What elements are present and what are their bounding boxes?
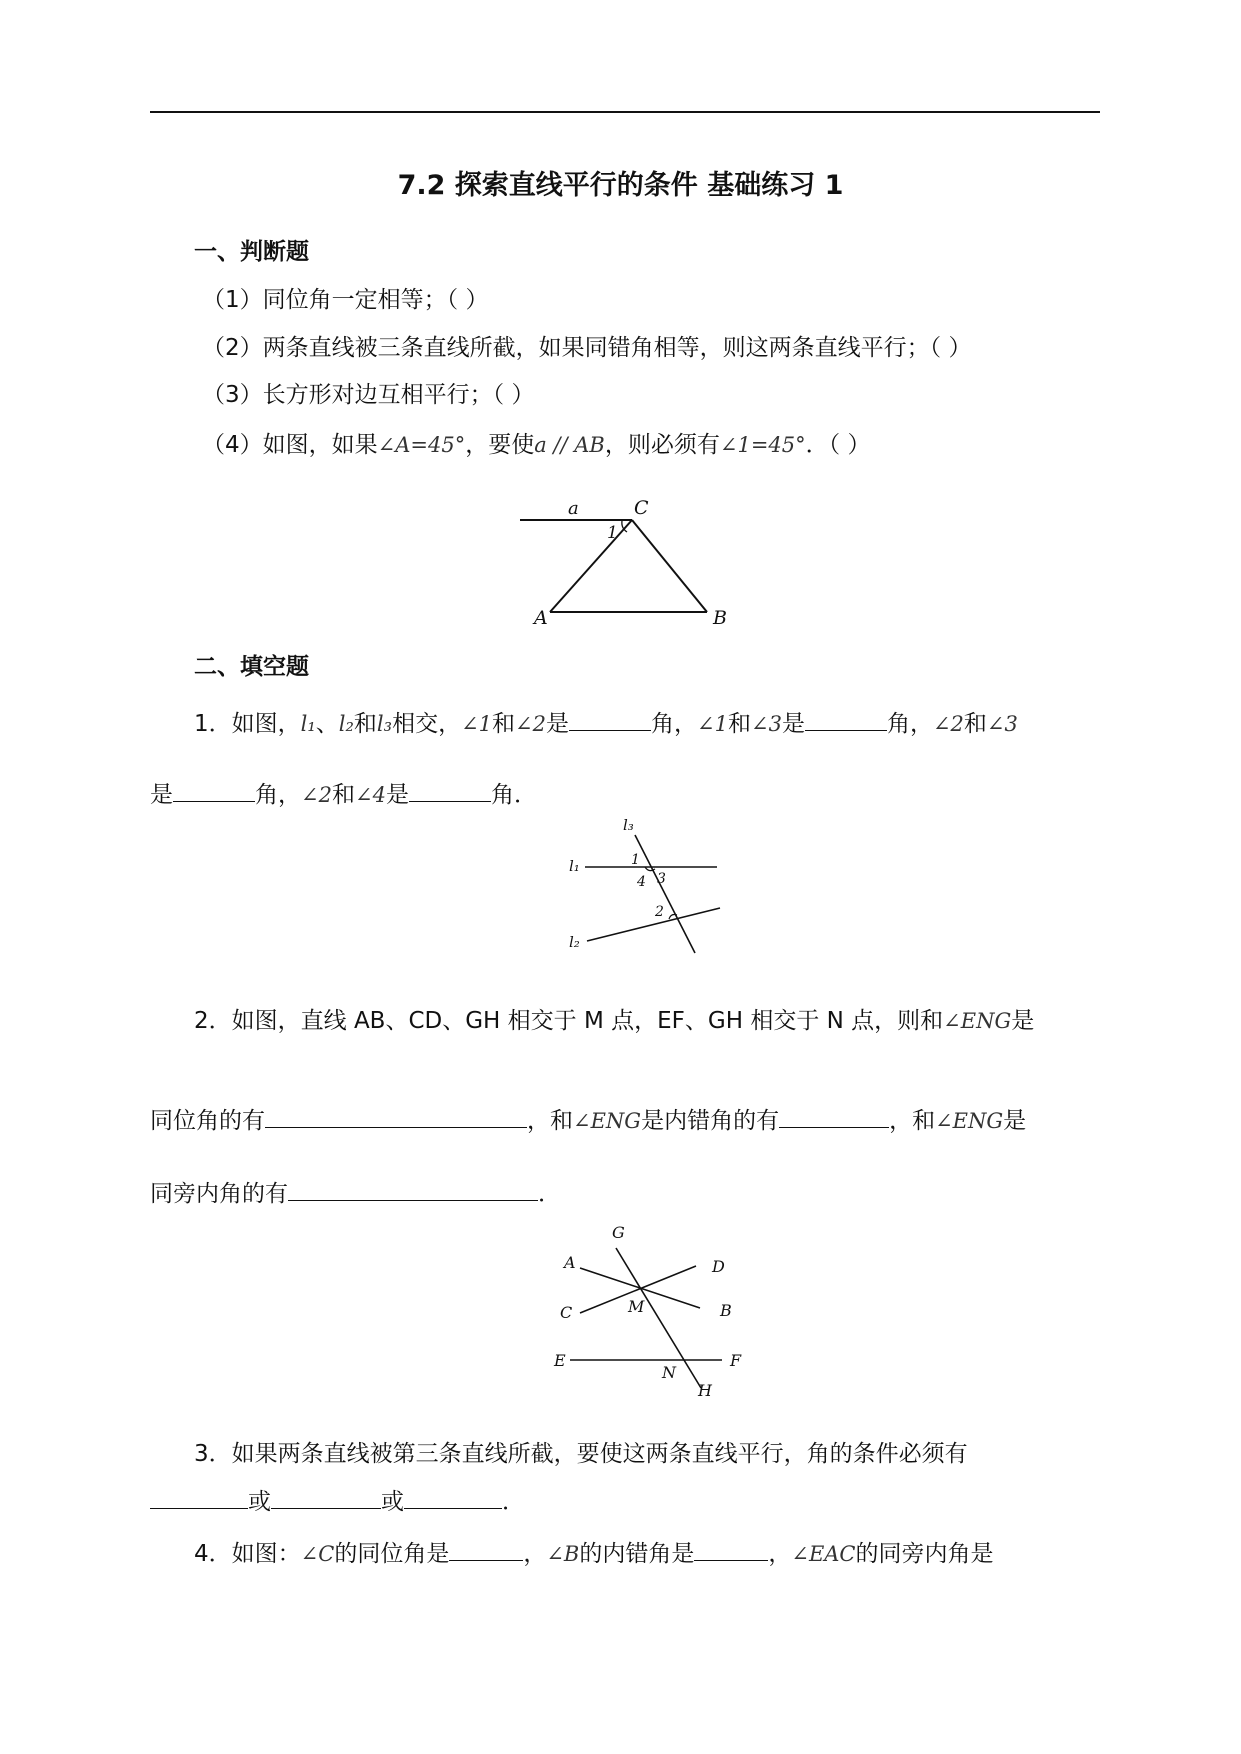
figure-label-n4: 4	[637, 874, 646, 890]
section-heading-fill-blank: 二、填空题	[194, 654, 309, 680]
three-lines-figure	[565, 815, 725, 960]
judgment-question-2: （2）两条直线被三条直线所截，如果同错角相等，则这两条直线平行；（ ）	[202, 335, 972, 361]
figure-label-b: B	[720, 1301, 732, 1320]
fq1-text: 角，	[255, 782, 301, 808]
figure-label-l3: l₃	[623, 816, 634, 834]
fq1-angle: ∠1	[697, 712, 728, 736]
fq2-angle: ∠ENG	[573, 1109, 642, 1133]
figure-label-f: F	[730, 1351, 742, 1370]
fq1-angle: ∠2	[301, 783, 332, 807]
figure-label-c: C	[634, 497, 649, 519]
fill-question-2-line-1	[194, 1002, 1034, 1035]
fq1-text: 是	[150, 782, 173, 808]
figure-label-e: E	[554, 1351, 566, 1370]
answer-blank[interactable]	[150, 1486, 248, 1509]
fq2-text: 同旁内角的有	[150, 1181, 288, 1207]
fq1-text: 相交，	[392, 711, 462, 737]
figure-label-a: A	[564, 1253, 576, 1272]
fq1-angle: ∠2	[515, 712, 546, 736]
answer-blank[interactable]	[779, 1105, 889, 1128]
intersecting-lines-figure	[540, 1220, 760, 1400]
fq2-angle: ∠ENG	[943, 1009, 1012, 1033]
fq1-l3: l₃	[376, 712, 393, 736]
fq4-text: 的同旁内角是	[855, 1541, 994, 1567]
fq4-angle: ∠EAC	[791, 1542, 856, 1566]
answer-blank[interactable]	[569, 708, 651, 731]
triangle-figure	[510, 490, 750, 630]
fq4-angle: ∠C	[300, 1542, 335, 1566]
answer-blank[interactable]	[404, 1486, 502, 1509]
figure-label-a-point: A	[534, 607, 548, 629]
fq3-text: 或	[248, 1489, 271, 1515]
figure-label-h: H	[698, 1381, 712, 1400]
fq1-text: 是	[781, 711, 805, 737]
fq4-angle: ∠B	[546, 1542, 580, 1566]
section-heading-judgment: 一、判断题	[194, 239, 309, 265]
fq1-angle: ∠1	[461, 712, 493, 736]
fq4-text: ，	[768, 1541, 792, 1567]
fq2-text: 是	[1003, 1108, 1027, 1134]
answer-blank[interactable]	[288, 1178, 538, 1201]
figure-label-l2: l₂	[569, 933, 580, 951]
fq3-text: ．	[502, 1489, 525, 1515]
q4-math-angle-1: ∠1=45°	[719, 433, 806, 457]
fq2-text: 是内错角的有	[641, 1108, 780, 1134]
fq1-text: 和	[963, 711, 987, 737]
fq1-angle: ∠3	[750, 712, 782, 736]
q4-text-1: （4）如图，如果	[202, 432, 378, 458]
fill-question-1-line-1	[194, 705, 1018, 738]
fq1-text: 角，	[886, 711, 933, 737]
fq1-text: 和	[353, 711, 377, 737]
answer-blank[interactable]	[409, 779, 491, 802]
figure-label-b-point: B	[713, 607, 727, 629]
fq2-text: ，和	[889, 1108, 936, 1134]
answer-blank[interactable]	[449, 1538, 523, 1561]
figure-label-angle-1: 1	[607, 523, 618, 543]
fq2-text: ．	[538, 1181, 561, 1207]
fq1-text: 1．如图，	[194, 711, 301, 737]
fq1-text: 和	[492, 711, 516, 737]
q4-text-4: ．（ ）	[805, 432, 871, 458]
judgment-question-4	[202, 426, 870, 459]
fq1-text: 、	[315, 711, 339, 737]
fq1-angle: ∠4	[354, 783, 386, 807]
fq2-text: ，和	[527, 1108, 573, 1134]
fq1-text: 是	[546, 711, 569, 737]
fq1-l1: l₁	[300, 712, 316, 736]
figure-label-n: N	[662, 1363, 676, 1382]
fq4-text: 的内错角是	[579, 1541, 695, 1567]
judgment-question-3: （3）长方形对边互相平行；（ ）	[202, 382, 535, 408]
fq1-angle: ∠3	[986, 712, 1018, 736]
fq4-text: 的同位角是	[334, 1541, 450, 1567]
figure-label-c: C	[560, 1303, 573, 1322]
figure-label-a: a	[568, 498, 579, 519]
figure-label-n2: 2	[655, 904, 664, 920]
fill-question-2-line-3	[150, 1175, 561, 1208]
q4-text-2: ，要使	[465, 432, 535, 458]
q4-math-angle-a: ∠A=45°	[377, 433, 466, 457]
fq2-angle: ∠ENG	[935, 1109, 1004, 1133]
figure-label-m: M	[628, 1297, 645, 1316]
fq2-text: 同位角的有	[150, 1108, 265, 1134]
q4-math-parallel: a // AB	[534, 433, 605, 457]
fq2-text: 2．如图，直线 AB、CD、GH 相交于 M 点，EF、GH 相交于 N 点，则和	[194, 1008, 944, 1034]
fq4-text: ，	[523, 1541, 547, 1567]
figure-label-g: G	[612, 1223, 625, 1242]
answer-blank[interactable]	[173, 779, 255, 802]
fq4-text: 4．如图：	[194, 1541, 301, 1567]
fill-question-3-line-2	[150, 1483, 525, 1516]
fq1-angle: ∠2	[932, 712, 964, 736]
fq1-text: 和	[331, 782, 355, 808]
figure-label-n3: 3	[657, 871, 666, 887]
answer-blank[interactable]	[265, 1105, 527, 1128]
fq3-text: 或	[381, 1489, 404, 1515]
fill-question-1-line-2	[150, 776, 537, 809]
fq1-text: 角．	[490, 782, 537, 808]
fq1-l2: l₂	[338, 712, 354, 736]
answer-blank[interactable]	[271, 1486, 381, 1509]
fq1-text: 是	[385, 782, 409, 808]
answer-blank[interactable]	[694, 1538, 768, 1561]
figure-label-l1: l₁	[569, 857, 580, 875]
fill-question-3-line-1: 3．如果两条直线被第三条直线所截，要使这两条直线平行，角的条件必须有	[194, 1441, 968, 1467]
judgment-question-1: （1）同位角一定相等；（ ）	[202, 287, 489, 313]
fill-question-4	[194, 1535, 994, 1568]
fill-question-2-line-2	[150, 1102, 1026, 1135]
page-title: 7.2 探索直线平行的条件 基础练习 1	[397, 170, 844, 201]
q4-text-3: ，则必须有	[604, 432, 720, 458]
answer-blank[interactable]	[805, 708, 887, 731]
figure-label-n1: 1	[631, 852, 640, 868]
fq2-text: 是	[1011, 1008, 1035, 1034]
figure-label-d: D	[712, 1257, 725, 1276]
fq1-text: 和	[727, 711, 751, 737]
header-rule	[150, 111, 1100, 113]
fq1-text: 角，	[651, 711, 697, 737]
